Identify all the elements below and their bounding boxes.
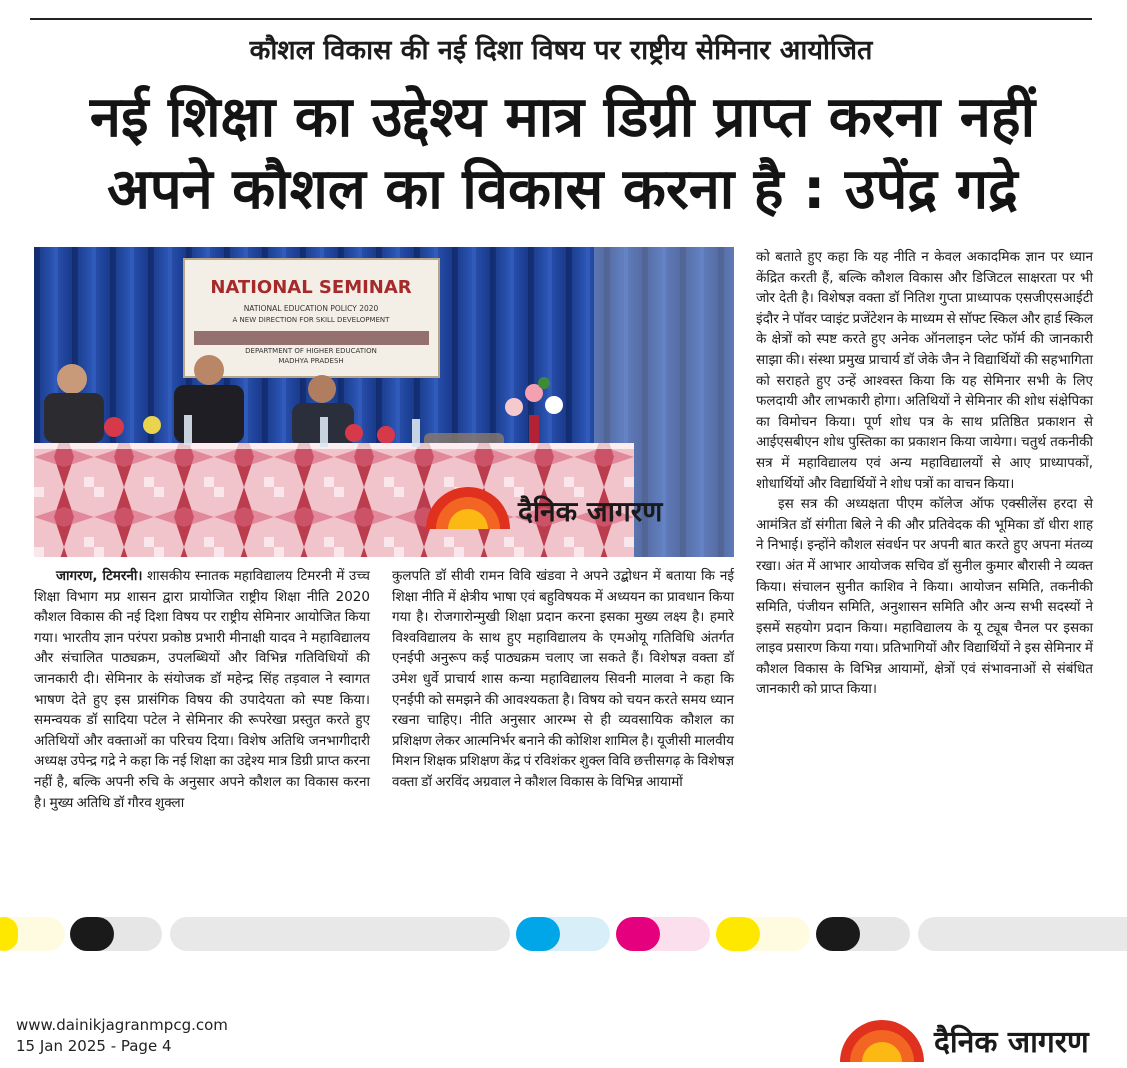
headline-line-2: अपने कौशल का विकास करना है : उपेंद्र गद्रे [107, 157, 1018, 222]
column-3-paragraph-2: इस सत्र की अध्यक्षता पीएम कॉलेज ऑफ एक्सीलेंस हरदा से आमंत्रित डॉ संगीता बिले ने की और प्रतिवेदक की भूमिका डॉ धीरा शाह ने निभाई। इन्होंने कौशल संवर्धन पर अपनी बात करते हुए अपना मंतव्य रखा। अंत में आभार आयोजक सचिव डॉ सुनील कुमार बौरासी ने व्यक्त किया। संचालन सुनीत काशिव ने किया। आयोजन समिति, तकनीकी समिति, पंजीयन समिति, अनुशासन समिति और अन्य सभी सदस्यों ने इसमें सहयोग प्रदान किया। महाविद्यालय के यू ट्यूब चैनल पर इसका लाइव प्रसारण किया गया। प्रतिभागियों और विद्यार्थियों ने इस सेमिनार में कौशल विकास के विभिन्न आयामों, क्षेत्रों एवं संभावनाओं से संबंधित जानकारी को प्राप्त किया। [756, 496, 1093, 698]
banner-line-2: A NEW DIRECTION FOR SKILL DEVELOPMENT [232, 316, 390, 324]
reg-mark-black-2 [816, 917, 860, 951]
header-rule [30, 18, 1092, 20]
column-3-paragraph-1: को बताते हुए कहा कि यह नीति न केवल अकादमिक ज्ञान पर ध्यान केंद्रित करती हैं, बल्कि कौशल विकास और डिजिटल साक्षरता पर भी जोर देती है। विशेषज्ञ वक्ता डॉ नितिश गुप्ता प्राध्यापक एसजीएसआईटी इंदौर ने पॉवर प्वाइंट प्रजेंटेशन के माध्यम से सॉफ्ट स्किल और हार्ड स्किल के क्षेत्रों को स्पष्ट करते हुए अनेक ऑनलाइन प्लेट फॉर्म की जानकारी साझा की। संस्था प्रमुख प्राचार्य डॉ जेके जैन ने विद्यार्थियों की सहभागिता को सराहते हुए उन्हें आश्वस्त किया कि यह सेमिनार सभी के लिए फलदायी और लाभकारी होगा। अतिथियों ने सेमिनार की शोध संक्षेपिका का विमोचन किया। पूर्ण शोध पत्र के साथ प्रतिष्ठित प्रकाशन से आईएसबीएन शोध पुस्तिका का प्रकाशन किया जायेगा। चतुर्थ तकनीकी सत्र में महाविद्यालय एवं अन्य महाविद्यालयों से आए प्राध्यापकों, शोधार्थियों और विद्यार्थियों ने शोध पत्रों का वाचन किया। [756, 249, 1093, 492]
reg-bar-grey-long [170, 917, 510, 951]
dateline: जागरण, टिमरनी। [56, 568, 143, 584]
footer-website: www.dainikjagranmpcg.com [16, 1016, 228, 1034]
reg-mark-yellow-2 [716, 917, 760, 951]
banner-line-4: MADHYA PRADESH [278, 357, 344, 365]
column-2-text: कुलपति डॉ सीवी रामन विवि खंडवा ने अपने उद्बोधन में बताया कि नई शिक्षा नीति में क्षेत्रीय भाषा एवं बहुविषयक में अध्ययन का प्रावधान किया गया है। रोजगारोन्मुखी शिक्षा प्रदान करना इसका मुख्य लक्ष्य है। हमारे विश्वविद्यालय के साथ हुए महाविद्यालय के एमओयू गतिविधि अंतर्गत एनईपी अनुरूप कई पाठ्यक्रम चलाए जा सकते हैं। विशेषज्ञ वक्ता डॉ उमेश धुर्वे प्राचार्य शास कन्या महाविद्यालय सिवनी मालवा ने कहा कि एनईपी को समझने की आवश्यकता है। विषय को चयन करते समय ध्यान रखना चाहिए। नीति अनुसार आरम्भ से ही व्यवसायिक कौशल का प्रशिक्षण लेकर आत्मनिर्भर बनाने की कोशिश शामिल है। यूजीसी मालवीय मिशन शिक्षक प्रशिक्षण केंद्र पं रविशंकर शुक्ल विवि छत्तीसगढ़ के विशेषज्ञ वक्ता डॉ अरविंद अग्रवाल ने कौशल विकास के विभिन्न आयामों [392, 568, 734, 790]
reg-bar-grey-end [918, 917, 1127, 951]
seminar-photo [34, 247, 734, 557]
brand-name: दैनिक जागरण [934, 1025, 1089, 1060]
dainik-jagran-logo [838, 1018, 1118, 1064]
article-column-2 [392, 566, 734, 793]
article-column-3 [756, 247, 1093, 700]
banner-line-1: NATIONAL EDUCATION POLICY 2020 [243, 304, 379, 313]
article-paragraph-1 [34, 566, 370, 813]
reg-mark-magenta [616, 917, 660, 951]
footer-date-page: 15 Jan 2025 - Page 4 [16, 1037, 172, 1055]
reg-mark-black [70, 917, 114, 951]
banner-line-3: DEPARTMENT OF HIGHER EDUCATION [245, 347, 377, 355]
previous-page-strip [30, 0, 1092, 8]
banner-title: NATIONAL SEMINAR [210, 277, 412, 298]
column-1-text: शासकीय स्नातक महाविद्यालय टिमरनी में उच्च शिक्षा विभाग मप्र शासन द्वारा प्रायोजित राष्ट्रीय शिक्षा नीति 2020 कौशल विकास की नई दिशा विषय पर राष्ट्रीय सेमिनार आयोजित किया गया। भारतीय ज्ञान परंपरा प्रकोष्ठ प्रभारी मीनाक्षी यादव ने महाविद्यालय और संचालित पाठ्यक्रम, उपलब्धियों और विभिन्न गतिविधियों की जानकारी दी। सेमिनार के संयोजक डॉ महेन्द्र सिंह तड़वाल ने स्वागत भाषण देते हुए इस प्रासंगिक विषय की उपादेयता को स्पष्ट किया। समन्वयक डॉ सादिया पटेल ने सेमिनार की रूपरेखा प्रस्तुत करते हुए अतिथियों और वक्ताओं का परिचय दिया। विशेष अतिथि जनभागीदारी अध्यक्ष उपेन्द्र गद्रे ने कहा कि नई शिक्षा का उद्देश्य मात्र डिग्री प्राप्त करना नहीं है, बल्कि अपनी रुचि के अनुसार अपने कौशल का विकास करना है। मुख्य अतिथि डॉ गौरव शुक्ला [34, 568, 370, 811]
reg-mark-cyan [516, 917, 560, 951]
subheadline: कौशल विकास की नई दिशा विषय पर राष्ट्रीय सेमिनार आयोजित [249, 35, 873, 66]
headline [20, 82, 1105, 226]
color-registration-bar [0, 917, 1127, 951]
headline-line-1: नई शिक्षा का उद्देश्य मात्र डिग्री प्राप्त करना नहीं [89, 85, 1036, 150]
article-column-1 [34, 566, 370, 813]
sun-logo-icon [838, 1018, 930, 1064]
seminar-photo-illustration [34, 247, 734, 557]
watermark-text: दैनिक जागरण [518, 495, 663, 528]
